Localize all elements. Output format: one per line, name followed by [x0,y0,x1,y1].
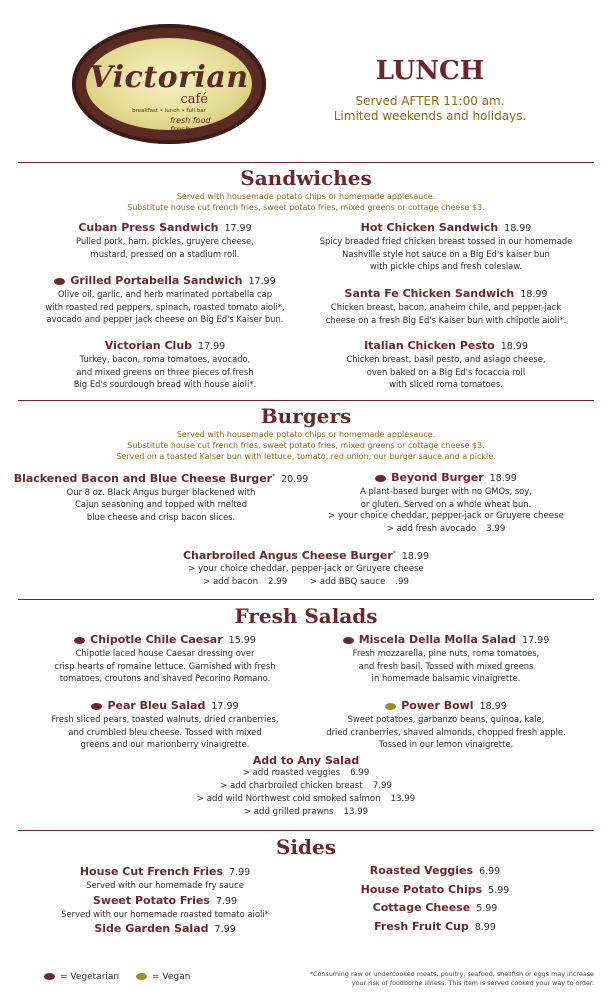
item-desc: with sliced roma tomatoes. [389,379,503,389]
vegetarian-icon [74,637,85,644]
note-line: Substitute house cut french fries, sweet potato fries, mixed greens or cottage cheese $3. [127,441,485,450]
item-price: 17.99 [248,276,276,287]
menu-item [300,288,592,326]
addon-price: 7.99 [372,781,392,791]
item-name: Cuban Press Sandwich [78,221,219,234]
vegetarian-icon [44,973,55,980]
addon-price: 3.99 [486,524,506,534]
item-name: Beyond Burger [391,471,484,484]
item-price: 17.99 [211,701,239,712]
star-mark: * [272,473,276,480]
item-desc: and fresh basil. Tossed with mixed greens [358,660,534,671]
item-desc: Fresh sliced pears, toasted walnuts, dried cranberries, [51,714,279,724]
item-desc: Nashville style hot sauce on a Big Ed's kaiser bun [342,248,550,259]
addon-label: > add wild Northwest cold smoked salmon [196,794,381,804]
item-price: 7.99 [229,867,251,878]
item-desc: dried cranberries, shaved almonds, chopped fresh apple. [326,726,566,737]
item-desc: and crumbled bleu cheese. Tossed with mixed [68,726,262,737]
section-title-salads: Fresh Salads [234,604,378,628]
note-line: Served on a toasted Kaiser bun with lettuce, tomato, red onion, our burger sauce and a pickle. [116,452,496,461]
menu-item [20,634,310,685]
item-desc: Tossed in our lemon vinaigrette. [378,739,514,749]
item-option: > your choice cheddar, pepper-jack or Gruyere cheese [188,563,424,574]
divider [18,830,594,831]
menu-item [12,471,310,523]
menu-item [300,222,592,273]
item-name: Pear Bleu Salad [107,699,206,712]
item-desc: or gluten. Served on a whole wheat bun. [360,498,532,509]
item-desc: A plant-based burger with no GMOs, soy, [360,486,532,496]
item-desc: Chicken breast, bacon, anaheim chile, and pepper-jack [330,302,562,312]
divider [18,400,594,401]
item-desc: and mixed greens on three pieces of fresh [76,366,254,377]
lunch-hours-line1: Served AFTER 11:00 am. [355,94,505,108]
vegan-icon [136,973,147,980]
item-price: 17.99 [198,341,226,352]
addon-label: > add BBQ sauce [309,576,386,587]
addon-label: > add roasted veggies [242,768,341,778]
item-name: Power Bowl [401,699,474,712]
item-desc: Served with our homemade fry sauce [86,880,244,890]
item-name: Side Garden Salad [94,922,209,935]
item-addons [140,576,472,589]
item-price: 7.99 [215,895,238,907]
section-title-sides: Sides [275,835,336,859]
item-name: Hot Chicken Sandwich [360,221,499,234]
menu-item [140,548,472,589]
legend-vegetarian: = Vegetarian [60,972,120,982]
sandwiches-notes [0,191,612,213]
item-desc: Big Ed's sourdough bread with house aioli*. [73,379,257,389]
addon-label: > add bacon [203,576,259,587]
item-name: Roasted Veggies [369,864,474,877]
item-name: Victorian Club [104,339,193,352]
item-desc: cheese on a fresh Big Ed's Kaiser bun with chipotle aioli*. [325,314,567,325]
divider [18,162,594,163]
item-desc: Our 8 oz. Black Angus burger blackened with [66,486,256,497]
logo-cafe: café [180,92,208,107]
item-price: 18.99 [489,473,517,484]
item-desc: Turkey, bacon, roma tomatoes, avocado, [79,354,251,364]
cafe-logo [72,24,266,144]
item-price: 18.99 [504,223,532,234]
item-desc: blue cheese and crisp bacon slices. [86,511,236,522]
item-desc: Chipotle laced house Caesar dressing over [75,648,255,658]
menu-item [20,340,310,391]
addon-label: > add fresh avocado [386,524,477,534]
item-desc: Pulled pork, ham, pickles, gruyere cheese, [76,236,254,246]
vegetarian-icon [91,703,102,710]
burgers-notes [0,429,612,462]
addon-price: 6.99 [350,768,370,778]
item-desc: Fresh mozzarella, pine nuts, roma tomatoes, [352,648,540,658]
section-title-sandwiches: Sandwiches [240,166,372,190]
item-name: Sweet Potato Fries [92,893,210,907]
item-price: 20.99 [281,473,309,485]
salad-addons [150,755,462,819]
item-desc: Sweet potatoes, garbanzo beans, quinoa, kale, [347,714,545,724]
logo-oval [86,38,252,134]
lunch-hours-line2: Limited weekends and holidays. [333,109,527,123]
lunch-hours [318,94,542,124]
item-desc: tomatoes, croutons and shaved Pecorino Romano. [59,673,271,683]
addon-price: 13.99 [390,794,416,804]
addon-label: > add grilled prawns [243,807,334,817]
logo-tagline: breakfast • lunch • full bar [132,108,206,114]
item-name: Fresh Fruit Cup [374,919,469,933]
legend-vegan: = Vegan [152,972,191,982]
vegan-icon [385,703,396,710]
vegetarian-icon [343,637,354,644]
divider [18,599,594,600]
disclaimer [300,970,594,988]
item-price: 18.99 [479,701,507,712]
logo-name: Victorian [89,60,249,95]
item-name: Santa Fe Chicken Sandwich [344,287,515,300]
item-price: 15.99 [228,635,256,646]
item-price: 17.99 [224,223,252,234]
item-price: 18.99 [520,289,548,300]
item-desc: Cajun seasoning and topped with melted [74,499,248,510]
legend [44,972,190,982]
vegetarian-icon [54,278,65,285]
addon-row [150,767,462,780]
item-name: Chipotle Chile Caesar [90,633,223,646]
item-addon [300,523,592,536]
item-price: 18.99 [500,341,528,352]
item-name: Grilled Portabella Sandwich [70,274,243,287]
menu-item [300,472,592,536]
star-mark: * [392,550,396,557]
item-option: > your choice cheddar, pepper-jack or Gruyere cheese [328,511,564,521]
item-desc: Olive oil, garlic, and herb marinated portabella cap [57,289,273,299]
item-name: Blackened Bacon and Blue Cheese Burger [13,471,273,485]
addon-price: .99 [395,576,409,587]
menu-item [20,700,310,751]
item-desc: Served with our homemade roasted tomato aioli* [61,908,269,919]
item-price: 7.99 [214,924,236,935]
item-price: 5.99 [476,903,498,914]
menu-item [300,340,592,391]
addon-price: 2.99 [268,576,288,587]
menu-item [300,700,592,751]
menu-item [20,275,310,326]
sides-right [300,862,570,936]
note-line: Served with housemade potato chips or homemade applesauce. [176,192,436,201]
logo-tag2b: fresh attitude [170,125,225,134]
item-name: Italian Chicken Pesto [364,339,495,352]
item-price: 18.99 [401,550,429,562]
addon-row [150,780,462,793]
item-desc: avocado and pepper jack cheese on Big Ed's Kaiser bun. [46,314,284,324]
item-name: House Potato Chips [360,882,483,896]
addon-row [150,806,462,819]
item-price: 5.99 [488,884,510,896]
sides-left [20,866,310,936]
item-name: Cottage Cheese [372,901,471,914]
item-desc: in homemade balsamic vinaigrette. [371,673,521,683]
menu-item [20,222,310,260]
page-title: LUNCH [375,56,485,86]
menu-item [300,634,592,685]
addon-row [150,793,462,806]
disclaimer-line: *Consuming raw or undercooked meats, poultry, seafood, shellfish or eggs may increase [309,970,594,978]
note-line: Substitute house cut french fries, sweet potato fries, mixed greens or cottage cheese $3. [127,203,485,212]
item-desc: oven baked on a Big Ed's focaccia roll [366,366,526,377]
disclaimer-line: your risk of foodborne illness. This item is served cooked your way to order. [351,979,594,987]
item-price: 17.99 [522,635,550,646]
logo-tag2a: fresh food [170,116,211,125]
item-desc: with roasted red peppers, spinach, roasted tomato aioli*, [45,301,285,312]
section-title-burgers: Burgers [260,404,352,428]
item-price: 8.99 [474,921,496,933]
logo-tag2 [170,116,224,134]
note-line: Served with housemade potato chips or homemade applesauce. [176,430,436,439]
item-desc: Chicken breast, basil pesto, and asiago cheese, [346,354,546,364]
addons-title: Add to Any Salad [252,754,360,767]
item-desc: greens and our marionberry vinaigrette. [80,739,250,749]
item-name: Charbroiled Angus Cheese Burger [182,548,393,562]
item-price: 6.99 [479,866,501,877]
item-name: Miscela Della Molla Salad [358,633,517,646]
item-desc: crisp hearts of romaine lettuce. Garnished with fresh [54,660,276,671]
item-desc: with pickle chips and fresh coleslaw. [369,261,523,271]
item-name: House Cut French Fries [79,865,223,878]
item-desc: mustard, pressed on a stadium roll. [90,248,240,259]
addon-price: 13.99 [343,807,369,817]
addon-label: > add charbroiled chicken breast [220,781,363,791]
item-desc: Spicy breaded fried chicken breast tossed in our homemade [319,236,573,246]
vegetarian-icon [375,475,386,482]
